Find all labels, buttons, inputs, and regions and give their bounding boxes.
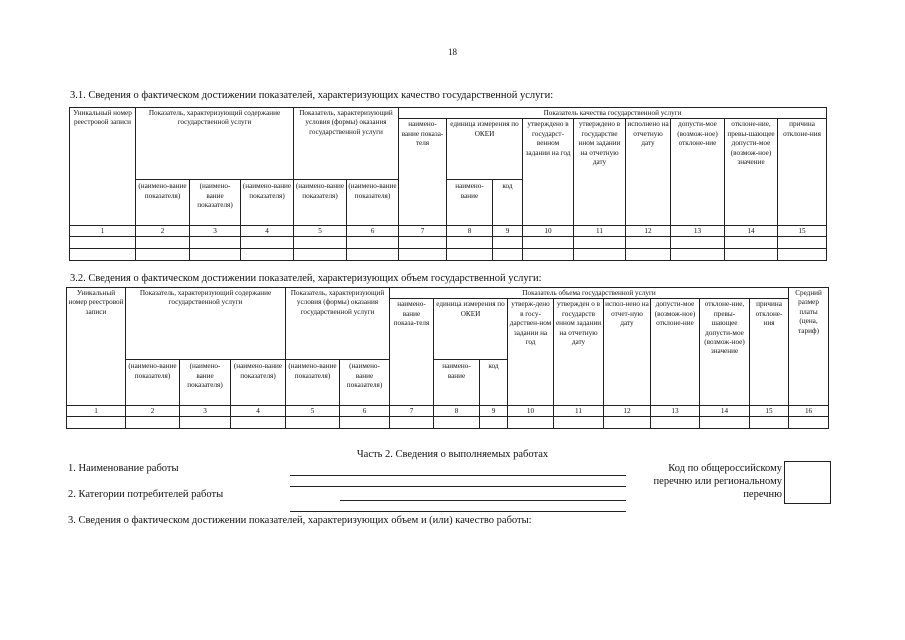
column-number: 8: [447, 226, 493, 237]
table-cell[interactable]: [700, 417, 750, 429]
subheader-name: (наимено-вание показателя): [340, 360, 390, 406]
header-done: исполнено на отчетную дату: [626, 119, 671, 226]
table-cell[interactable]: [399, 237, 447, 249]
subheader-name: (наимено-вание показателя): [190, 180, 241, 226]
table-cell[interactable]: [725, 249, 778, 261]
column-number: 1: [67, 406, 126, 417]
page-number: 18: [448, 47, 457, 57]
header-quality-group: Показатель качества государственной услуги: [399, 108, 827, 119]
consumer-category-label: 2. Категории потребителей работы: [68, 489, 224, 500]
column-number: 13: [651, 406, 700, 417]
table-cell[interactable]: [493, 249, 523, 261]
table-cell[interactable]: [347, 249, 399, 261]
table-cell[interactable]: [294, 237, 347, 249]
table-cell[interactable]: [434, 417, 480, 429]
table-cell[interactable]: [671, 237, 725, 249]
column-number: 5: [286, 406, 340, 417]
column-number: 11: [574, 226, 626, 237]
table-cell[interactable]: [231, 417, 286, 429]
header-unit: единица измерения по ОКЕИ: [434, 299, 508, 360]
table-cell[interactable]: [136, 237, 190, 249]
table-cell[interactable]: [399, 249, 447, 261]
table-cell[interactable]: [286, 417, 340, 429]
header-unit-code: код: [493, 180, 523, 226]
column-number: 7: [399, 226, 447, 237]
table-cell[interactable]: [671, 249, 725, 261]
table-cell[interactable]: [340, 417, 390, 429]
table-cell[interactable]: [523, 249, 574, 261]
work-name-line-2[interactable]: [290, 486, 626, 487]
header-content-indicator: Показатель, характеризующий содержание государственной услуги: [126, 288, 286, 360]
section-3-2-title: 3.2. Сведения о фактическом достижении показателей, характеризующих объем государственной услуги:: [70, 273, 542, 284]
consumer-category-line-2[interactable]: [290, 511, 626, 512]
subheader-name: (наимено-вание показателя): [347, 180, 399, 226]
subheader-name: (наимено-вание показателя): [294, 180, 347, 226]
table-cell[interactable]: [523, 237, 574, 249]
column-number: 16: [789, 406, 829, 417]
table-cell[interactable]: [241, 237, 294, 249]
header-done: испол-нено на отчет-ную дату: [604, 299, 651, 406]
table-cell[interactable]: [241, 249, 294, 261]
table-cell[interactable]: [294, 249, 347, 261]
column-number: 14: [725, 226, 778, 237]
work-indicators-title: 3. Сведения о фактическом достижении показателей, характеризующих объем и (или) качество работы:: [68, 515, 532, 526]
column-number: 2: [126, 406, 180, 417]
column-number: 12: [604, 406, 651, 417]
column-number: 15: [778, 226, 827, 237]
header-volume-group: Показатель объема государственной услуги: [390, 288, 789, 299]
column-number: 15: [750, 406, 789, 417]
column-number: 7: [390, 406, 434, 417]
code-box[interactable]: [784, 461, 831, 504]
table-cell[interactable]: [778, 237, 827, 249]
column-number: 14: [700, 406, 750, 417]
subheader-name: (наимено-вание показателя): [231, 360, 286, 406]
header-unit-name: наимено-вание: [434, 360, 480, 406]
table-cell[interactable]: [67, 417, 126, 429]
section-3-1-title: 3.1. Сведения о фактическом достижении показателей, характеризующих качество государственной услуги:: [70, 90, 554, 101]
table-cell[interactable]: [789, 417, 829, 429]
table-cell[interactable]: [750, 417, 789, 429]
table-cell[interactable]: [390, 417, 434, 429]
table-cell[interactable]: [651, 417, 700, 429]
column-number: 3: [180, 406, 231, 417]
column-numbers-row: [67, 406, 829, 417]
column-number: 13: [671, 226, 725, 237]
subheader-name: (наимено-вание показателя): [180, 360, 231, 406]
column-number: 9: [480, 406, 508, 417]
column-number: 9: [493, 226, 523, 237]
table-cell[interactable]: [447, 249, 493, 261]
header-approved-year: утверждено в государст-венном задании на год: [523, 119, 574, 226]
table-cell[interactable]: [508, 417, 554, 429]
quality-indicators-table: [69, 107, 827, 261]
table-cell[interactable]: [190, 237, 241, 249]
header-allowed-deviation: допусти-мое (возмож-ное) отклоне-ние: [651, 299, 700, 406]
consumer-category-line[interactable]: [340, 500, 626, 501]
column-number: 6: [340, 406, 390, 417]
header-approved-date: утвержден о в государств енном задании на отчетную дату: [554, 299, 604, 406]
column-number: 4: [241, 226, 294, 237]
column-number: 3: [190, 226, 241, 237]
subheader-name: (наимено-вание показателя): [241, 180, 294, 226]
header-content-indicator: Показатель, характеризующий содержание государственной услуги: [136, 108, 294, 180]
header-allowed-deviation: допусти-мое (возмож-ное) отклоне-ние: [671, 119, 725, 226]
table-cell[interactable]: [190, 249, 241, 261]
table-cell[interactable]: [347, 237, 399, 249]
table-cell[interactable]: [480, 417, 508, 429]
column-numbers-row: [70, 226, 827, 237]
header-unit: единица измерения по ОКЕИ: [447, 119, 523, 180]
column-number: 8: [434, 406, 480, 417]
part-2-title: Часть 2. Сведения о выполняемых работах: [356, 449, 549, 460]
header-conditions-indicator: Показатель, характеризующий условия (формы) оказания государственной услуги: [294, 108, 399, 180]
subheader-name: (наимено-вание показателя): [286, 360, 340, 406]
header-approved-year: утверж-дено в госу-дарствен-ном задании на год: [508, 299, 554, 406]
volume-indicators-table: [66, 287, 829, 429]
table-cell[interactable]: [778, 249, 827, 261]
table-cell[interactable]: [136, 249, 190, 261]
header-conditions-indicator: Показатель, характеризующий условия (формы) оказания государственной услуги: [286, 288, 390, 360]
table-cell[interactable]: [447, 237, 493, 249]
column-number: 1: [70, 226, 136, 237]
column-number: 4: [231, 406, 286, 417]
header-approved-date: утверждено в государстве нном задании на отчетную дату: [574, 119, 626, 226]
table-cell[interactable]: [493, 237, 523, 249]
table-row: [67, 417, 829, 429]
header-reason: причина отклоне-ния: [778, 119, 827, 226]
table-row: [70, 249, 827, 261]
header-exceeding-deviation: отклоне-ние, превы-шающее допусти-мое (возмож-ное) значение: [725, 119, 778, 226]
column-number: 5: [294, 226, 347, 237]
header-unit-code: код: [480, 360, 508, 406]
work-name-line[interactable]: [290, 475, 626, 476]
table-cell[interactable]: [626, 249, 671, 261]
header-reason: причина отклоне-ния: [750, 299, 789, 406]
table-cell[interactable]: [574, 237, 626, 249]
column-number: 6: [347, 226, 399, 237]
subheader-name: (наимено-вание показателя): [136, 180, 190, 226]
header-indicator-name: наимено-вание показа-теля: [390, 299, 434, 406]
column-number: 2: [136, 226, 190, 237]
code-label: Код по общероссийскому перечню или региональному перечню: [653, 463, 782, 500]
table-cell[interactable]: [554, 417, 604, 429]
column-number: 10: [523, 226, 574, 237]
table-cell[interactable]: [626, 237, 671, 249]
column-number: 11: [554, 406, 604, 417]
work-name-label: 1. Наименование работы: [68, 463, 179, 474]
table-cell[interactable]: [126, 417, 180, 429]
header-exceeding-deviation: отклоне-ние, превы-шающее допусти-мое (возмож-ное) значение: [700, 299, 750, 406]
table-row: [70, 237, 827, 249]
header-unit-name: наимено-вание: [447, 180, 493, 226]
subheader-name: (наимено-вание показателя): [126, 360, 180, 406]
table-cell[interactable]: [604, 417, 651, 429]
column-number: 12: [626, 226, 671, 237]
header-indicator-name: наимено-вание показа-теля: [399, 119, 447, 226]
header-unique-number: Уникальный номер реестровой записи: [70, 108, 136, 226]
header-unique-number: Уникальный номер реестровой записи: [67, 288, 126, 406]
table-cell[interactable]: [180, 417, 231, 429]
table-cell[interactable]: [70, 249, 136, 261]
table-cell[interactable]: [574, 249, 626, 261]
column-number: 10: [508, 406, 554, 417]
table-cell[interactable]: [70, 237, 136, 249]
table-cell[interactable]: [725, 237, 778, 249]
header-average-price: Средний размер платы (цена, тариф): [789, 288, 829, 406]
